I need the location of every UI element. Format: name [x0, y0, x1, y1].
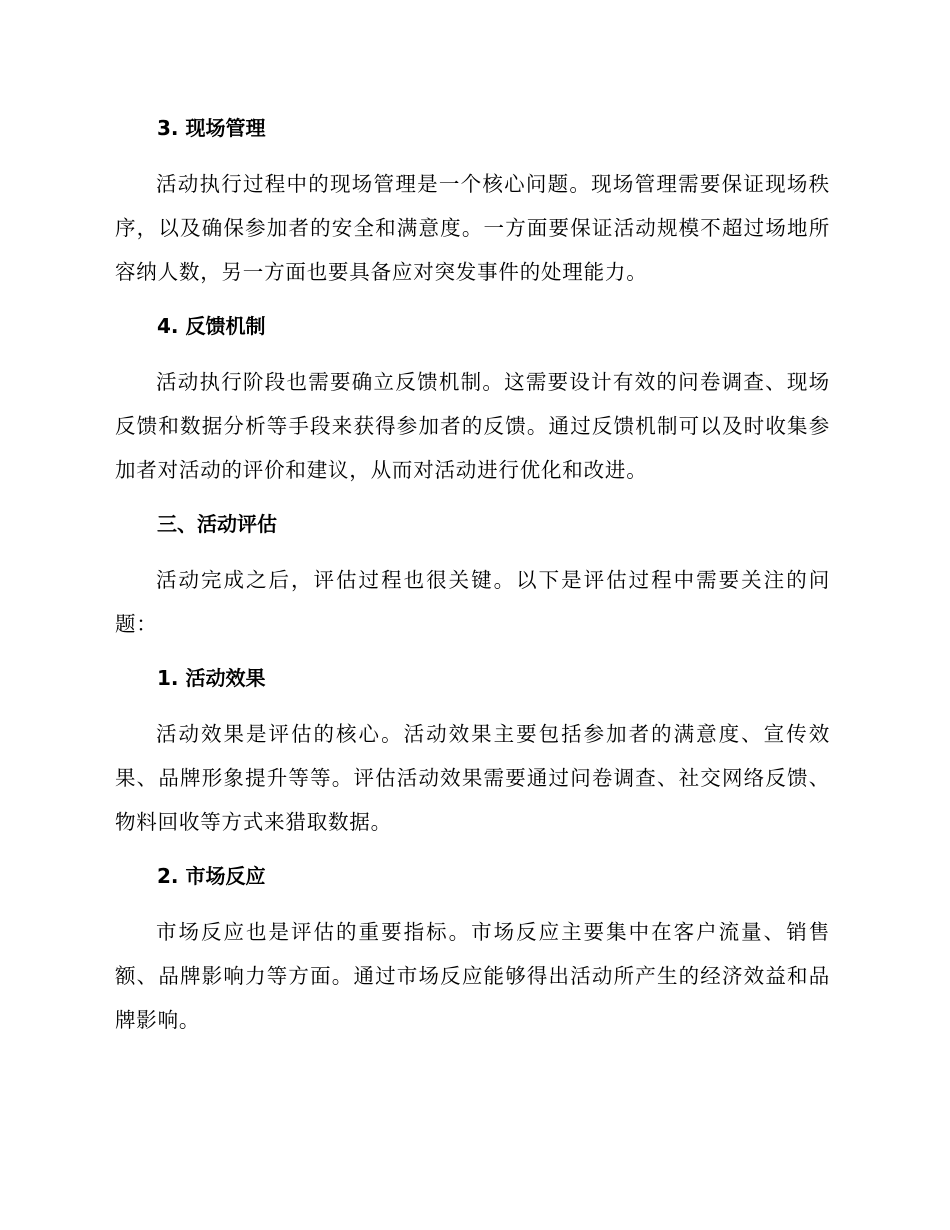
section-heading-feedback-mechanism: 4. 反馈机制	[157, 314, 266, 338]
section-heading-event-evaluation: 三、活动评估	[157, 512, 277, 536]
section-heading-site-management: 3. 现场管理	[157, 116, 266, 140]
section-paragraph-feedback-mechanism: 活动执行阶段也需要确立反馈机制。这需要设计有效的问卷调查、现场反馈和数据分析等手段来获得参加者的反馈。通过反馈机制可以及时收集参加者对活动的评价和建议，从而对活动进行优化和改进。	[115, 370, 830, 482]
section-paragraph-site-management: 活动执行过程中的现场管理是一个核心问题。现场管理需要保证现场秩序，以及确保参加者的安全和满意度。一方面要保证活动规模不超过场地所容纳人数，另一方面也要具备应对突发事件的处理能力。	[115, 172, 830, 284]
section-paragraph-market-response: 市场反应也是评估的重要指标。市场反应主要集中在客户流量、销售额、品牌影响力等方面。通过市场反应能够得出活动所产生的经济效益和品牌影响。	[115, 920, 830, 1032]
section-paragraph-event-evaluation: 活动完成之后，评估过程也很关键。以下是评估过程中需要关注的问题：	[115, 568, 830, 636]
document-body	[115, 110, 830, 1056]
section-heading-market-response: 2. 市场反应	[157, 864, 266, 888]
section-paragraph-event-effect: 活动效果是评估的核心。活动效果主要包括参加者的满意度、宣传效果、品牌形象提升等等。评估活动效果需要通过问卷调查、社交网络反馈、物料回收等方式来猎取数据。	[115, 722, 830, 834]
section-heading-event-effect: 1. 活动效果	[157, 666, 266, 690]
